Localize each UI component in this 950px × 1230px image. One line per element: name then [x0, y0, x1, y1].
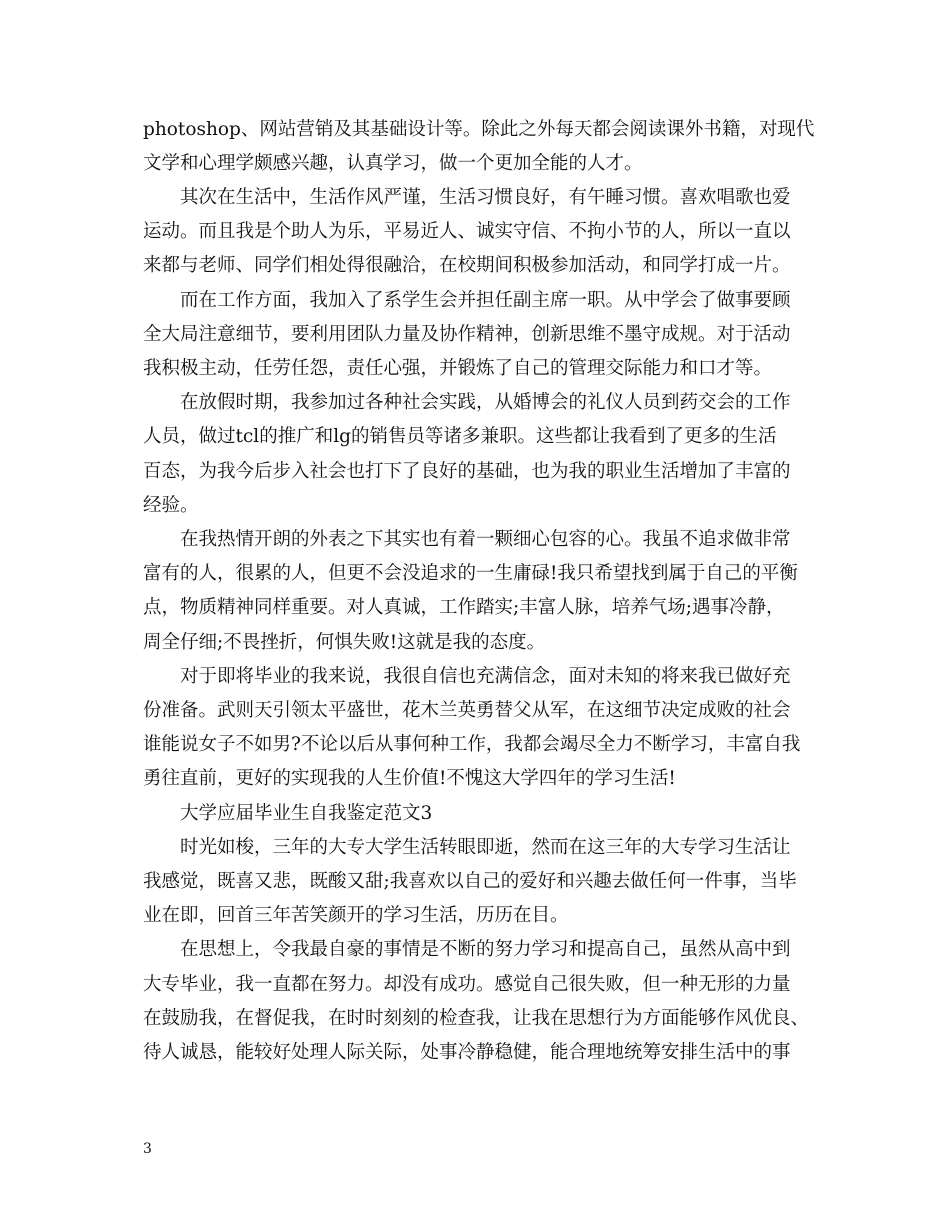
text-line: 我感觉，既喜又悲，既酸又甜;我喜欢以自己的爱好和兴趣去做任何一件事，当毕 [143, 871, 797, 892]
text-line: photoshop、网站营销及其基础设计等。除此之外每天都会阅读课外书籍，对现代 [143, 119, 815, 140]
text-line: 份准备。武则天引领太平盛世，花木兰英勇替父从军，在这细节决定成败的社会 [143, 700, 791, 721]
text-line: 在思想上，令我最自豪的事情是不断的努力学习和提高自己，虽然从高中到 [143, 939, 791, 960]
text-line: 对于即将毕业的我来说，我很自信也充满信念，面对未知的将来我已做好充 [143, 666, 791, 687]
text-line: 而在工作方面，我加入了系学生会并担任副主席一职。从中学会了做事要顾 [143, 290, 791, 311]
text-line: 周全仔细;不畏挫折，何惧失败!这就是我的态度。 [143, 632, 546, 653]
text-line: 我积极主动，任劳任怨，责任心强，并锻炼了自己的管理交际能力和口才等。 [143, 358, 773, 379]
text-line: 在放假时期，我参加过各种社会实践，从婚博会的礼仪人员到药交会的工作 [143, 392, 791, 413]
text-line: 勇往直前，更好的实现我的人生价值!不愧这大学四年的学习生活! [143, 768, 676, 789]
text-line: 来都与老师、同学们相处得很融洽，在校期间积极参加活动，和同学打成一片。 [143, 255, 791, 276]
text-line: 业在即，回首三年苦笑颜开的学习生活，历历在目。 [143, 905, 569, 926]
text-line: 大专毕业，我一直都在努力。却没有成功。感觉自己很失败，但一种无形的力量 [143, 974, 791, 995]
section-heading: 大学应届毕业生自我鉴定范文3 [143, 803, 433, 824]
text-line: 运动。而且我是个助人为乐，平易近人、诚实守信、不拘小节的人，所以一直以 [143, 221, 791, 242]
text-line: 全大局注意细节，要利用团队力量及协作精神，创新思维不墨守成规。对于活动 [143, 324, 791, 345]
text-line: 百态，为我今后步入社会也打下了良好的基础，也为我的职业生活增加了丰富的 [143, 461, 791, 482]
text-line: 谁能说女子不如男?不论以后从事何种工作，我都会竭尽全力不断学习，丰富自我 [143, 734, 801, 755]
text-line: 文学和心理学颇感兴趣，认真学习，做一个更加全能的人才。 [143, 153, 643, 174]
text-line: 时光如梭，三年的大专大学生活转眼即逝，然而在这三年的大专学习生活让 [143, 837, 791, 858]
text-line: 待人诚恳，能较好处理人际关际，处事冷静稳健，能合理地统筹安排生活中的事 [143, 1042, 791, 1063]
text-line: 点，物质精神同样重要。对人真诚，工作踏实;丰富人脉，培养气场;遇事冷静， [143, 597, 785, 618]
text-line: 人员，做过tcl的推广和lg的销售员等诸多兼职。这些都让我看到了更多的生活 [143, 426, 777, 447]
text-line: 其次在生活中，生活作风严谨，生活习惯良好，有午睡习惯。喜欢唱歌也爱 [143, 187, 791, 208]
text-line: 经验。 [143, 495, 199, 516]
text-line: 富有的人，很累的人，但更不会没追求的一生庸碌!我只希望找到属于自己的平衡 [143, 563, 798, 584]
text-line: 在鼓励我，在督促我，在时时刻刻的检查我，让我在思想行为方面能够作风优良、 [143, 1008, 810, 1029]
text-line: 在我热情开朗的外表之下其实也有着一颗细心包容的心。我虽不追求做非常 [143, 529, 791, 550]
page-number: 3 [143, 1141, 152, 1157]
